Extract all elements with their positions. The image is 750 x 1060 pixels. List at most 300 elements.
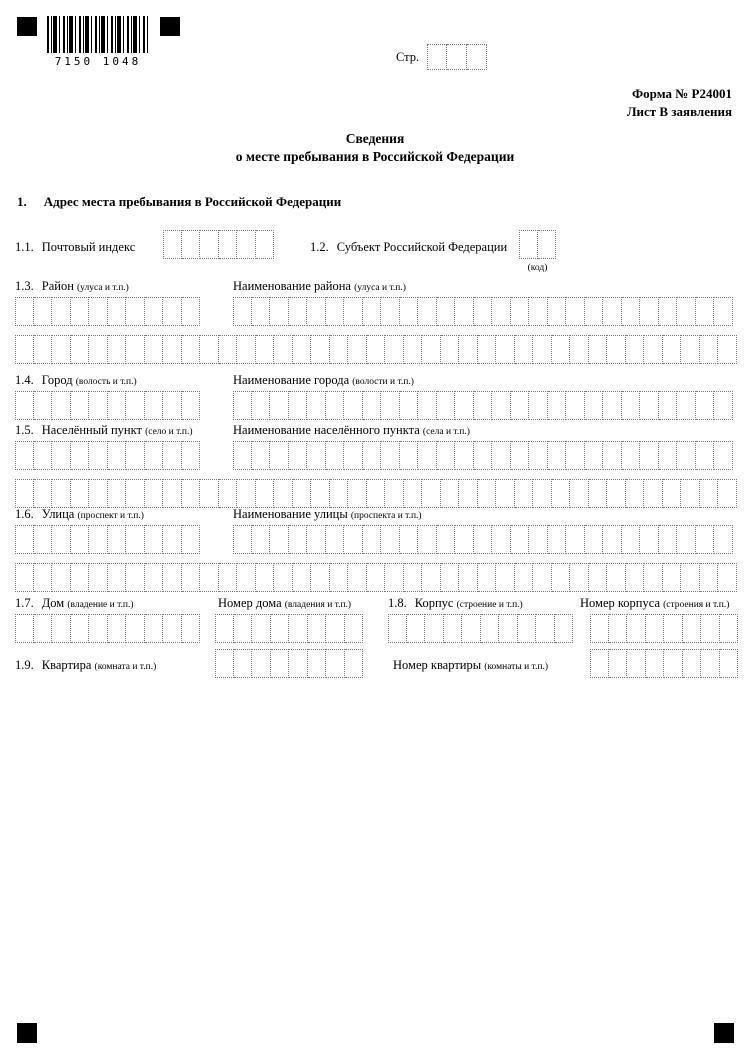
char-cell[interactable]	[467, 44, 487, 70]
char-cell[interactable]	[311, 563, 330, 592]
char-cell[interactable]	[607, 563, 626, 592]
char-cell[interactable]	[427, 44, 447, 70]
char-cell[interactable]	[714, 391, 733, 420]
char-cell[interactable]	[455, 525, 474, 554]
char-cell[interactable]	[256, 335, 275, 364]
char-cell[interactable]	[603, 441, 622, 470]
char-cell[interactable]	[664, 649, 683, 678]
char-cell[interactable]	[326, 297, 345, 326]
char-cell[interactable]	[126, 563, 145, 592]
char-cell[interactable]	[289, 441, 308, 470]
ulitsa-name-field-row1[interactable]	[233, 525, 733, 554]
char-cell[interactable]	[307, 525, 326, 554]
char-cell[interactable]	[603, 391, 622, 420]
char-cell[interactable]	[182, 335, 201, 364]
char-cell[interactable]	[529, 441, 548, 470]
punkt-name-field-row1[interactable]	[233, 441, 733, 470]
char-cell[interactable]	[163, 391, 182, 420]
char-cell[interactable]	[640, 525, 659, 554]
char-cell[interactable]	[233, 297, 252, 326]
char-cell[interactable]	[345, 649, 364, 678]
char-cell[interactable]	[718, 479, 737, 508]
char-cell[interactable]	[696, 441, 715, 470]
char-cell[interactable]	[519, 230, 538, 259]
char-cell[interactable]	[474, 525, 493, 554]
char-cell[interactable]	[681, 335, 700, 364]
char-cell[interactable]	[566, 297, 585, 326]
char-cell[interactable]	[182, 441, 201, 470]
char-cell[interactable]	[437, 525, 456, 554]
char-cell[interactable]	[233, 525, 252, 554]
char-cell[interactable]	[677, 525, 696, 554]
char-cell[interactable]	[566, 391, 585, 420]
char-cell[interactable]	[71, 335, 90, 364]
char-cell[interactable]	[511, 297, 530, 326]
char-cell[interactable]	[15, 335, 34, 364]
char-cell[interactable]	[696, 525, 715, 554]
char-cell[interactable]	[585, 297, 604, 326]
char-cell[interactable]	[270, 525, 289, 554]
char-cell[interactable]	[622, 441, 641, 470]
char-cell[interactable]	[15, 525, 34, 554]
punkt-type-field[interactable]	[15, 441, 200, 470]
char-cell[interactable]	[15, 297, 34, 326]
char-cell[interactable]	[52, 479, 71, 508]
char-cell[interactable]	[422, 335, 441, 364]
char-cell[interactable]	[126, 391, 145, 420]
char-cell[interactable]	[326, 441, 345, 470]
char-cell[interactable]	[34, 441, 53, 470]
char-cell[interactable]	[585, 391, 604, 420]
char-cell[interactable]	[163, 525, 182, 554]
char-cell[interactable]	[200, 230, 219, 259]
char-cell[interactable]	[407, 614, 426, 643]
char-cell[interactable]	[126, 479, 145, 508]
char-cell[interactable]	[533, 335, 552, 364]
punkt-name-field-row2[interactable]	[15, 479, 737, 508]
char-cell[interactable]	[126, 335, 145, 364]
char-cell[interactable]	[270, 391, 289, 420]
char-cell[interactable]	[663, 479, 682, 508]
char-cell[interactable]	[52, 563, 71, 592]
char-cell[interactable]	[344, 441, 363, 470]
char-cell[interactable]	[701, 649, 720, 678]
char-cell[interactable]	[404, 479, 423, 508]
dom-type-field[interactable]	[15, 614, 200, 643]
char-cell[interactable]	[400, 525, 419, 554]
char-cell[interactable]	[496, 563, 515, 592]
kvartira-type-field[interactable]	[215, 649, 363, 678]
char-cell[interactable]	[422, 479, 441, 508]
char-cell[interactable]	[367, 563, 386, 592]
char-cell[interactable]	[108, 297, 127, 326]
char-cell[interactable]	[447, 44, 467, 70]
char-cell[interactable]	[492, 391, 511, 420]
char-cell[interactable]	[529, 525, 548, 554]
char-cell[interactable]	[555, 614, 574, 643]
postal-index-field[interactable]	[163, 230, 274, 259]
char-cell[interactable]	[344, 297, 363, 326]
char-cell[interactable]	[367, 479, 386, 508]
char-cell[interactable]	[400, 391, 419, 420]
char-cell[interactable]	[344, 525, 363, 554]
char-cell[interactable]	[163, 297, 182, 326]
char-cell[interactable]	[714, 297, 733, 326]
char-cell[interactable]	[609, 649, 628, 678]
char-cell[interactable]	[326, 614, 345, 643]
char-cell[interactable]	[659, 391, 678, 420]
char-cell[interactable]	[603, 297, 622, 326]
char-cell[interactable]	[34, 479, 53, 508]
char-cell[interactable]	[108, 441, 127, 470]
char-cell[interactable]	[34, 614, 53, 643]
char-cell[interactable]	[381, 441, 400, 470]
char-cell[interactable]	[589, 563, 608, 592]
char-cell[interactable]	[252, 614, 271, 643]
char-cell[interactable]	[644, 335, 663, 364]
char-cell[interactable]	[533, 479, 552, 508]
char-cell[interactable]	[381, 391, 400, 420]
char-cell[interactable]	[182, 563, 201, 592]
char-cell[interactable]	[252, 297, 271, 326]
char-cell[interactable]	[585, 525, 604, 554]
char-cell[interactable]	[622, 391, 641, 420]
char-cell[interactable]	[289, 614, 308, 643]
rayon-type-field[interactable]	[15, 297, 200, 326]
char-cell[interactable]	[200, 563, 219, 592]
char-cell[interactable]	[326, 649, 345, 678]
char-cell[interactable]	[455, 441, 474, 470]
char-cell[interactable]	[529, 297, 548, 326]
char-cell[interactable]	[459, 479, 478, 508]
char-cell[interactable]	[701, 614, 720, 643]
char-cell[interactable]	[89, 297, 108, 326]
char-cell[interactable]	[330, 335, 349, 364]
char-cell[interactable]	[626, 563, 645, 592]
char-cell[interactable]	[182, 479, 201, 508]
char-cell[interactable]	[478, 563, 497, 592]
char-cell[interactable]	[256, 230, 275, 259]
char-cell[interactable]	[659, 297, 678, 326]
char-cell[interactable]	[182, 391, 201, 420]
char-cell[interactable]	[182, 614, 201, 643]
char-cell[interactable]	[348, 335, 367, 364]
char-cell[interactable]	[348, 563, 367, 592]
char-cell[interactable]	[570, 335, 589, 364]
char-cell[interactable]	[627, 649, 646, 678]
char-cell[interactable]	[644, 479, 663, 508]
char-cell[interactable]	[126, 525, 145, 554]
char-cell[interactable]	[478, 479, 497, 508]
char-cell[interactable]	[585, 441, 604, 470]
char-cell[interactable]	[474, 297, 493, 326]
char-cell[interactable]	[418, 525, 437, 554]
char-cell[interactable]	[462, 614, 481, 643]
char-cell[interactable]	[271, 649, 290, 678]
char-cell[interactable]	[363, 297, 382, 326]
char-cell[interactable]	[145, 391, 164, 420]
char-cell[interactable]	[681, 479, 700, 508]
char-cell[interactable]	[293, 335, 312, 364]
char-cell[interactable]	[71, 441, 90, 470]
char-cell[interactable]	[219, 230, 238, 259]
char-cell[interactable]	[108, 525, 127, 554]
char-cell[interactable]	[311, 335, 330, 364]
char-cell[interactable]	[677, 391, 696, 420]
char-cell[interactable]	[700, 335, 719, 364]
char-cell[interactable]	[552, 479, 571, 508]
char-cell[interactable]	[677, 297, 696, 326]
char-cell[interactable]	[481, 614, 500, 643]
char-cell[interactable]	[363, 525, 382, 554]
char-cell[interactable]	[252, 441, 271, 470]
char-cell[interactable]	[237, 335, 256, 364]
char-cell[interactable]	[385, 479, 404, 508]
char-cell[interactable]	[696, 391, 715, 420]
char-cell[interactable]	[536, 614, 555, 643]
char-cell[interactable]	[626, 479, 645, 508]
char-cell[interactable]	[659, 441, 678, 470]
char-cell[interactable]	[182, 230, 201, 259]
char-cell[interactable]	[219, 563, 238, 592]
char-cell[interactable]	[234, 649, 253, 678]
char-cell[interactable]	[274, 563, 293, 592]
char-cell[interactable]	[363, 441, 382, 470]
char-cell[interactable]	[533, 563, 552, 592]
char-cell[interactable]	[492, 297, 511, 326]
char-cell[interactable]	[145, 525, 164, 554]
char-cell[interactable]	[720, 649, 739, 678]
char-cell[interactable]	[381, 297, 400, 326]
char-cell[interactable]	[308, 614, 327, 643]
char-cell[interactable]	[388, 614, 407, 643]
char-cell[interactable]	[108, 614, 127, 643]
char-cell[interactable]	[200, 479, 219, 508]
char-cell[interactable]	[219, 335, 238, 364]
char-cell[interactable]	[233, 441, 252, 470]
char-cell[interactable]	[163, 563, 182, 592]
char-cell[interactable]	[714, 441, 733, 470]
char-cell[interactable]	[552, 335, 571, 364]
korpus-type-field[interactable]	[388, 614, 573, 643]
char-cell[interactable]	[418, 441, 437, 470]
char-cell[interactable]	[441, 335, 460, 364]
char-cell[interactable]	[293, 563, 312, 592]
char-cell[interactable]	[400, 441, 419, 470]
char-cell[interactable]	[15, 614, 34, 643]
char-cell[interactable]	[515, 479, 534, 508]
char-cell[interactable]	[548, 525, 567, 554]
char-cell[interactable]	[677, 441, 696, 470]
char-cell[interactable]	[714, 525, 733, 554]
char-cell[interactable]	[441, 479, 460, 508]
korpus-number-field[interactable]	[590, 614, 738, 643]
char-cell[interactable]	[89, 335, 108, 364]
char-cell[interactable]	[496, 479, 515, 508]
char-cell[interactable]	[108, 563, 127, 592]
char-cell[interactable]	[89, 391, 108, 420]
char-cell[interactable]	[345, 614, 364, 643]
rayon-name-field-row2[interactable]	[15, 335, 737, 364]
char-cell[interactable]	[425, 614, 444, 643]
char-cell[interactable]	[681, 563, 700, 592]
char-cell[interactable]	[607, 479, 626, 508]
char-cell[interactable]	[71, 391, 90, 420]
char-cell[interactable]	[163, 479, 182, 508]
char-cell[interactable]	[293, 479, 312, 508]
char-cell[interactable]	[518, 614, 537, 643]
char-cell[interactable]	[700, 479, 719, 508]
char-cell[interactable]	[289, 649, 308, 678]
char-cell[interactable]	[548, 297, 567, 326]
char-cell[interactable]	[89, 441, 108, 470]
char-cell[interactable]	[71, 297, 90, 326]
char-cell[interactable]	[71, 479, 90, 508]
gorod-type-field[interactable]	[15, 391, 200, 420]
char-cell[interactable]	[308, 649, 327, 678]
char-cell[interactable]	[15, 563, 34, 592]
char-cell[interactable]	[609, 614, 628, 643]
char-cell[interactable]	[622, 297, 641, 326]
char-cell[interactable]	[400, 297, 419, 326]
char-cell[interactable]	[474, 441, 493, 470]
char-cell[interactable]	[607, 335, 626, 364]
gorod-name-field[interactable]	[233, 391, 733, 420]
char-cell[interactable]	[663, 563, 682, 592]
char-cell[interactable]	[566, 525, 585, 554]
char-cell[interactable]	[515, 335, 534, 364]
char-cell[interactable]	[215, 649, 234, 678]
char-cell[interactable]	[548, 441, 567, 470]
char-cell[interactable]	[589, 335, 608, 364]
char-cell[interactable]	[307, 297, 326, 326]
char-cell[interactable]	[89, 614, 108, 643]
char-cell[interactable]	[34, 563, 53, 592]
char-cell[interactable]	[718, 335, 737, 364]
char-cell[interactable]	[163, 614, 182, 643]
char-cell[interactable]	[492, 525, 511, 554]
char-cell[interactable]	[700, 563, 719, 592]
char-cell[interactable]	[511, 391, 530, 420]
char-cell[interactable]	[108, 479, 127, 508]
char-cell[interactable]	[404, 335, 423, 364]
char-cell[interactable]	[640, 297, 659, 326]
dom-number-field[interactable]	[215, 614, 363, 643]
char-cell[interactable]	[603, 525, 622, 554]
char-cell[interactable]	[145, 614, 164, 643]
char-cell[interactable]	[437, 297, 456, 326]
char-cell[interactable]	[108, 391, 127, 420]
char-cell[interactable]	[15, 479, 34, 508]
char-cell[interactable]	[511, 441, 530, 470]
char-cell[interactable]	[256, 563, 275, 592]
kvartira-number-field[interactable]	[590, 649, 738, 678]
char-cell[interactable]	[71, 563, 90, 592]
char-cell[interactable]	[718, 563, 737, 592]
char-cell[interactable]	[289, 297, 308, 326]
char-cell[interactable]	[89, 563, 108, 592]
char-cell[interactable]	[418, 297, 437, 326]
char-cell[interactable]	[344, 391, 363, 420]
char-cell[interactable]	[237, 230, 256, 259]
char-cell[interactable]	[640, 391, 659, 420]
char-cell[interactable]	[330, 479, 349, 508]
char-cell[interactable]	[270, 297, 289, 326]
char-cell[interactable]	[200, 335, 219, 364]
char-cell[interactable]	[590, 614, 609, 643]
char-cell[interactable]	[307, 391, 326, 420]
char-cell[interactable]	[515, 563, 534, 592]
char-cell[interactable]	[52, 525, 71, 554]
char-cell[interactable]	[664, 614, 683, 643]
char-cell[interactable]	[215, 614, 234, 643]
char-cell[interactable]	[256, 479, 275, 508]
ulitsa-name-field-row2[interactable]	[15, 563, 737, 592]
char-cell[interactable]	[644, 563, 663, 592]
char-cell[interactable]	[590, 649, 609, 678]
char-cell[interactable]	[234, 614, 253, 643]
char-cell[interactable]	[626, 335, 645, 364]
ulitsa-type-field[interactable]	[15, 525, 200, 554]
char-cell[interactable]	[548, 391, 567, 420]
char-cell[interactable]	[478, 335, 497, 364]
char-cell[interactable]	[252, 391, 271, 420]
char-cell[interactable]	[126, 614, 145, 643]
char-cell[interactable]	[163, 335, 182, 364]
char-cell[interactable]	[71, 614, 90, 643]
char-cell[interactable]	[270, 441, 289, 470]
char-cell[interactable]	[622, 525, 641, 554]
char-cell[interactable]	[311, 479, 330, 508]
char-cell[interactable]	[511, 525, 530, 554]
char-cell[interactable]	[274, 479, 293, 508]
char-cell[interactable]	[274, 335, 293, 364]
char-cell[interactable]	[15, 391, 34, 420]
char-cell[interactable]	[538, 230, 557, 259]
char-cell[interactable]	[330, 563, 349, 592]
char-cell[interactable]	[34, 391, 53, 420]
char-cell[interactable]	[52, 614, 71, 643]
char-cell[interactable]	[437, 441, 456, 470]
char-cell[interactable]	[385, 335, 404, 364]
char-cell[interactable]	[52, 335, 71, 364]
char-cell[interactable]	[492, 441, 511, 470]
char-cell[interactable]	[455, 297, 474, 326]
char-cell[interactable]	[145, 563, 164, 592]
subject-code-field[interactable]	[519, 230, 556, 259]
char-cell[interactable]	[326, 391, 345, 420]
char-cell[interactable]	[71, 525, 90, 554]
char-cell[interactable]	[663, 335, 682, 364]
char-cell[interactable]	[89, 479, 108, 508]
char-cell[interactable]	[145, 335, 164, 364]
char-cell[interactable]	[552, 563, 571, 592]
char-cell[interactable]	[570, 563, 589, 592]
char-cell[interactable]	[145, 479, 164, 508]
char-cell[interactable]	[455, 391, 474, 420]
char-cell[interactable]	[237, 563, 256, 592]
char-cell[interactable]	[570, 479, 589, 508]
char-cell[interactable]	[289, 391, 308, 420]
char-cell[interactable]	[34, 297, 53, 326]
char-cell[interactable]	[720, 614, 739, 643]
char-cell[interactable]	[627, 614, 646, 643]
char-cell[interactable]	[145, 441, 164, 470]
rayon-name-field-row1[interactable]	[233, 297, 733, 326]
char-cell[interactable]	[108, 335, 127, 364]
char-cell[interactable]	[52, 441, 71, 470]
char-cell[interactable]	[474, 391, 493, 420]
